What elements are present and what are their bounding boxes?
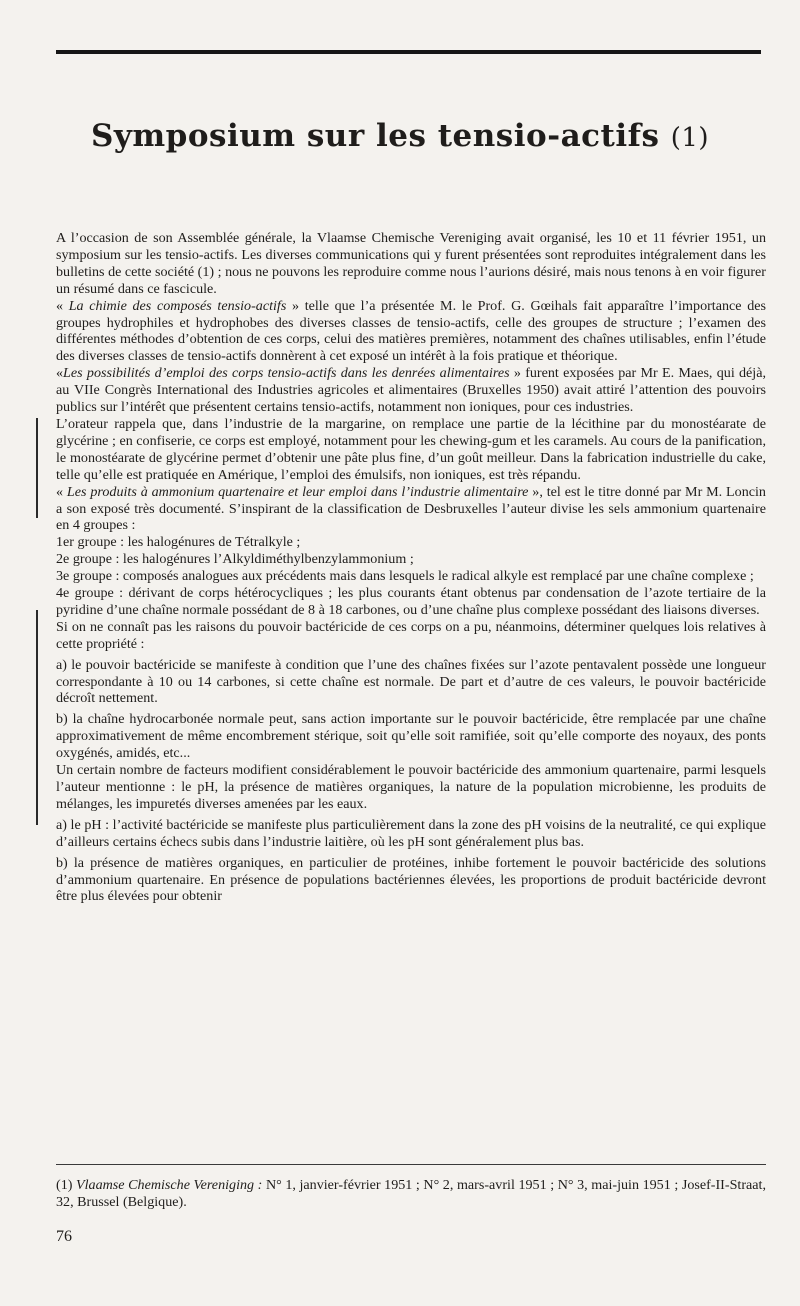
- paragraph-lead: «: [56, 483, 67, 500]
- paragraph-text: 2e groupe : les halogénures l’Alkyldiméthylbenzylammonium ;: [56, 551, 414, 568]
- paragraph-text: » furent exposées par Mr E. Maes, qui déjà, au VIIe Congrès International des Industries agricoles et alimentaires (Bruxelles 1950) avait attiré l’attention des pouvoirs publics sur l’intérêt que présentent certains tensio-actifs, notamment non ioniques, pour ces industries.: [56, 365, 766, 416]
- paragraph-text: b) la chaîne hydrocarbonée normale peut, sans action importante sur le pouvoir bactéricide, être remplacée par une chaîne approximativement de même encombrement stérique, soit qu’elle soit ramifiée, soit qu’elle comporte des noyaux, des ponts oxygénés, amidés, etc...: [56, 711, 766, 762]
- paragraph-text: a) le pouvoir bactéricide se manifeste à condition que l’une des chaînes fixées sur l’azote pentavalent possède une longueur correspondante à 10 ou 14 carbones, si cette chaîne est normale. De part et d’autre de ces valeurs, le pouvoir bactéricide décroît nettement.: [56, 656, 766, 707]
- footnote-italic: Vlaamse Chemische Vereniging :: [76, 1177, 263, 1193]
- page-title: [0, 118, 800, 154]
- paragraph: [56, 534, 766, 551]
- paragraph-text: 3e groupe : composés analogues aux précédents mais dans lesquels le radical alkyle est remplacé par une chaîne complexe ;: [56, 568, 754, 585]
- title-text: Symposium sur les tensio-actifs: [90, 118, 660, 154]
- paragraph: [56, 762, 766, 813]
- paragraph: [56, 711, 766, 762]
- paragraph-text: Si on ne connaît pas les raisons du pouvoir bactéricide de ces corps on a pu, néanmoins, déterminer quelques lois relatives à cette propriété :: [56, 618, 766, 652]
- paragraph: [56, 585, 766, 619]
- paragraph-lead: «: [56, 297, 69, 314]
- paragraph: [56, 855, 766, 906]
- footnote-marker: (1): [56, 1177, 77, 1193]
- article-body: [56, 230, 766, 905]
- paragraph: [56, 551, 766, 568]
- margin-marker-line: [36, 418, 38, 518]
- paragraph-lead: «: [56, 365, 64, 382]
- footnote-text: [56, 1177, 766, 1211]
- paragraph-text: 1er groupe : les halogénures de Tétralkyle ;: [56, 534, 301, 551]
- margin-marker-line: [36, 610, 38, 825]
- paragraph: [56, 230, 766, 298]
- paragraph-text: » telle que l’a présentée M. le Prof. G. Gœihals fait apparaître l’importance des groupes hydrophiles et hydrophobes des diverses classes de tensio-actifs, celle des groupes de structure ; l’examen des différentes méthodes d’obtention de ces corps, celui des matières premières, notamment des chaînes utilisables, enfin l’étude des diverses classes de tensio-actifs donnèrent à cet exposé un intérêt à la fois pratique et théorique.: [56, 297, 766, 365]
- footnote: [56, 1177, 766, 1211]
- paragraph: [56, 484, 766, 535]
- paragraph-text: a) le pH : l’activité bactéricide se manifeste plus particulièrement dans la zone des pH voisins de la neutralité, ce qui explique d’ailleurs certains échecs subis dans l’industrie laitière, où les pH sont généralement plus bas.: [56, 816, 766, 850]
- paragraph: [56, 298, 766, 366]
- top-rule: [56, 50, 761, 54]
- paragraph: [56, 365, 766, 416]
- paragraph-italic: La chimie des composés tensio-actifs: [68, 297, 287, 314]
- footnote-rule: [56, 1164, 766, 1165]
- paragraph-italic: Les produits à ammonium quartenaire et leur emploi dans l’industrie alimentaire: [66, 483, 529, 500]
- paragraph-text: b) la présence de matières organiques, en particulier de protéines, inhibe fortement le pouvoir bactéricide des solutions d’ammonium quartenaire. En présence de populations bactériennes élevées, les proportions de produit bactéricide devront être plus élevées pour obtenir: [56, 854, 766, 905]
- footnote-rest: N° 1, janvier-février 1951 ; N° 2, mars-avril 1951 ; N° 3, mai-juin 1951 ; Josef-II-Straat, 32, Brussel (Belgique).: [56, 1177, 766, 1210]
- paragraph: [56, 817, 766, 851]
- paragraph-text: L’orateur rappela que, dans l’industrie de la margarine, on remplace une partie de la lécithine par du monostéarate de glycérine ; en confiserie, ce corps est employé, notamment pour les chewing-gum et les caramels. Au cours de la panification, le monostéarate de glycérine permet d’obtenir une pâte plus fine, d’un goût meilleur. Dans la fabrication industrielle du cake, telle qu’elle est pratiquée en Amérique, l’emploi des émulsifs, non ioniques, est très répandu.: [56, 415, 766, 483]
- paragraph-italic: Les possibilités d’emploi des corps tensio-actifs dans les denrées alimentaires: [63, 365, 510, 382]
- paragraph: [56, 568, 766, 585]
- paragraph-text: », tel est le titre donné par Mr M. Loncin a son exposé très documenté. S’inspirant de la classification de Desbruxelles l’auteur divise les sels ammonium quartenaire en 4 groupes :: [56, 483, 766, 534]
- paragraph: [56, 619, 766, 653]
- paragraph: [56, 416, 766, 484]
- page-number: 76: [56, 1228, 72, 1245]
- paragraph-text: 4e groupe : dérivant de corps hétérocycliques ; les plus courants étant obtenus par condensation de l’azote tertiaire de la pyridine d’une chaîne normale possédant de 8 à 18 carbones, ou d’une chaîne plus complexe possédant des liaisons diverses.: [56, 585, 766, 618]
- title-footnote-marker: (1): [670, 123, 710, 153]
- paragraph-text: Un certain nombre de facteurs modifient considérablement le pouvoir bactéricide des ammonium quartenaire, parmi lesquels l’auteur mentionne : le pH, la présence de matières organiques, la nature de la population microbienne, les produits de mélanges, les impuretés diverses amenées par les eaux.: [56, 762, 766, 812]
- paragraph-text: A l’occasion de son Assemblée générale, la Vlaamse Chemische Vereniging avait organisé, les 10 et 11 février 1951, un symposium sur les tensio-actifs. Les diverses communications qui y furent présentées sont reproduites intégralement dans les bulletins de cette société (1) ; nous ne pouvons les reproduire comme nous l’aurions désiré, mais nous tenons à en voir figurer un résumé dans ce fascicule.: [56, 230, 766, 297]
- paragraph: [56, 657, 766, 708]
